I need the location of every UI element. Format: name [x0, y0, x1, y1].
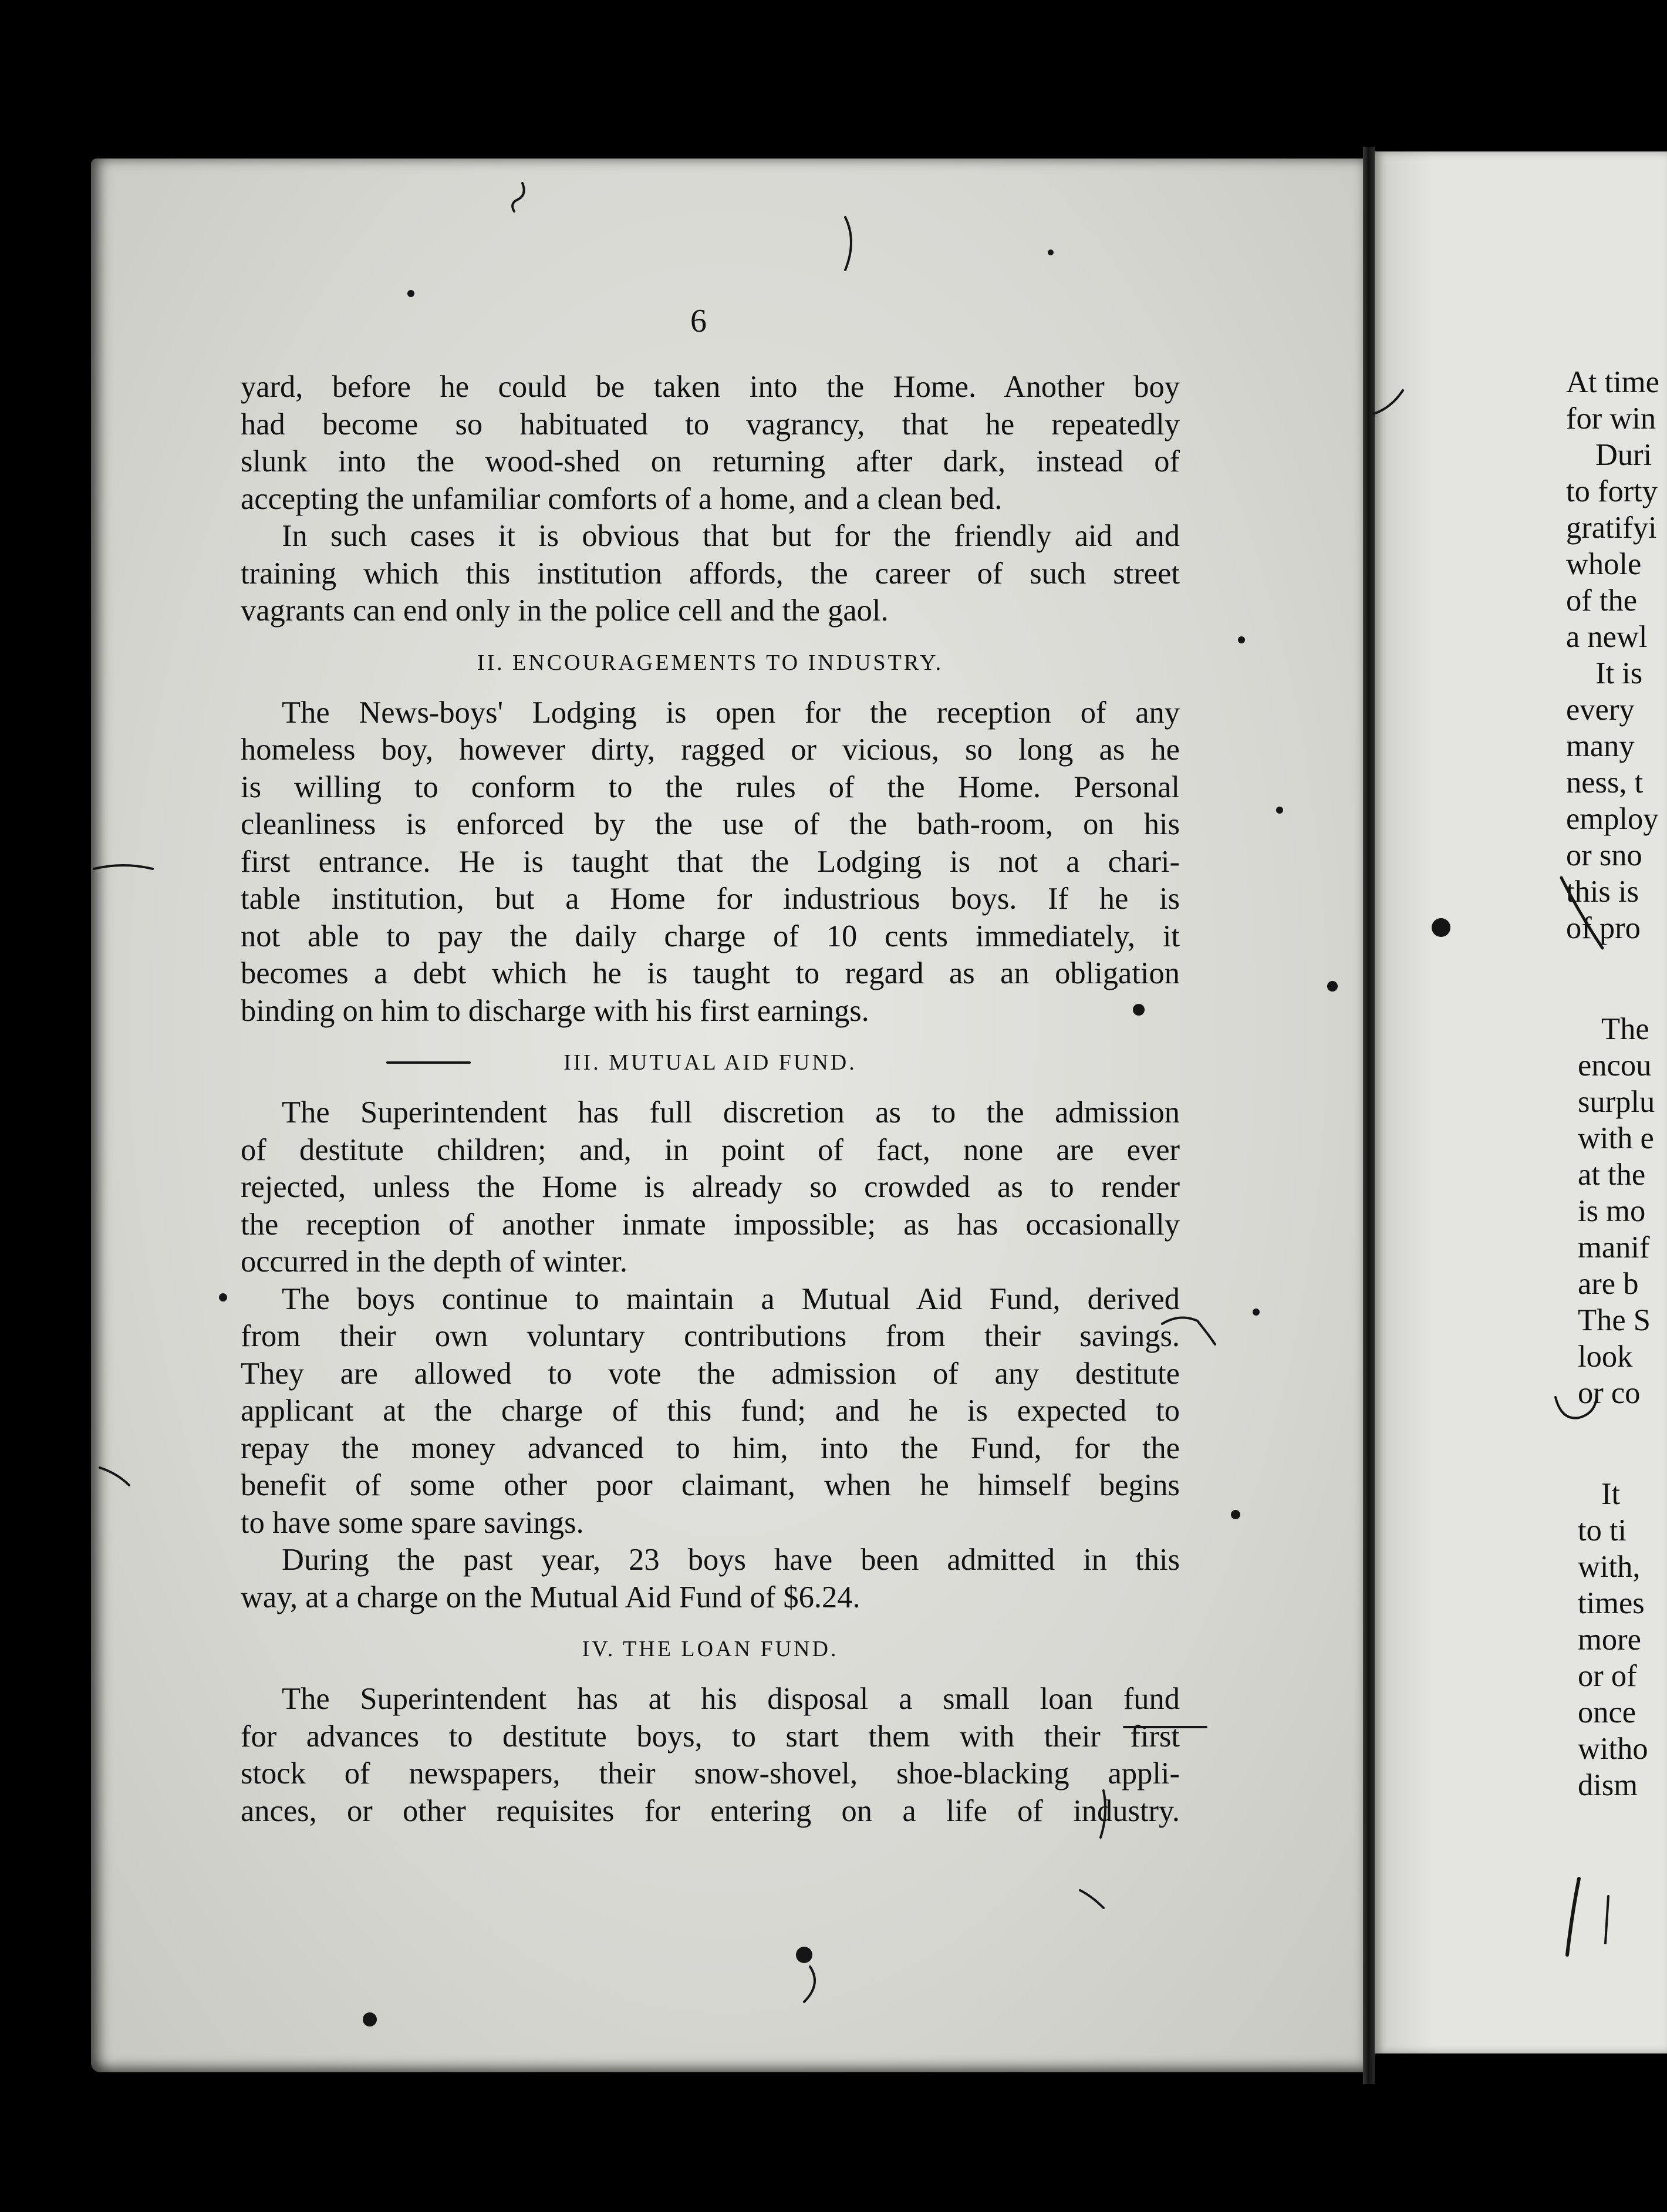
- text-line: At time: [1566, 365, 1659, 399]
- text-line: this is: [1566, 875, 1639, 909]
- right-page-text: [1566, 364, 1667, 1803]
- paragraph-7: [241, 1681, 1180, 1718]
- text-line: The boys continue to maintain a Mutual Aid Fund, derived: [282, 1282, 1180, 1316]
- text-line: the reception of another inmate impossible; as has occasionally: [241, 1207, 1180, 1242]
- text-line: is mo: [1578, 1194, 1646, 1228]
- text-line: ances, or other requisites for entering on a life of industry.: [241, 1793, 1180, 1828]
- text-line: binding on him to discharge with his first earnings.: [241, 993, 869, 1028]
- paragraph-3: [241, 694, 1180, 732]
- paragraph-5: [241, 1281, 1180, 1319]
- spacer: [1566, 946, 1667, 1011]
- text-line: to forty: [1566, 474, 1658, 508]
- text-line: becomes a debt which he is taught to regard as an obligation: [241, 956, 1180, 990]
- section-heading-loan-fund: IV. THE LOAN FUND.: [582, 1637, 839, 1661]
- book-gutter: [1363, 147, 1375, 2084]
- text-line: or sno: [1566, 838, 1642, 872]
- text-line: more: [1578, 1623, 1641, 1657]
- spacer: [1566, 1411, 1667, 1476]
- paragraph-4: [241, 1094, 1180, 1132]
- text-line: stock of newspapers, their snow-shovel, shoe-blacking appli-: [241, 1756, 1180, 1790]
- text-line: slunk into the wood-shed on returning after dark, instead of: [241, 444, 1180, 478]
- text-line: The S: [1578, 1303, 1651, 1337]
- text-line: with,: [1578, 1550, 1641, 1584]
- text-line: vagrants can end only in the police cell and the gaol.: [241, 594, 889, 628]
- paragraph-6: [241, 1542, 1180, 1579]
- paragraph-7-cont: [241, 1718, 1180, 1830]
- text-line: encou: [1578, 1048, 1652, 1083]
- text-line: occurred in the depth of winter.: [241, 1245, 627, 1279]
- text-line: is willing to conform to the rules of the Home. Personal: [241, 770, 1180, 804]
- text-line: It is: [1595, 656, 1643, 690]
- text-line: surplu: [1578, 1085, 1655, 1119]
- paragraph-6-cont: [241, 1579, 1180, 1617]
- text-line: Duri: [1595, 438, 1652, 472]
- text-line: applicant at the charge of this fund; and he is expected to: [241, 1394, 1180, 1428]
- paragraph-1: [241, 369, 1180, 518]
- text-line: with e: [1578, 1121, 1654, 1155]
- text-line: whole: [1566, 547, 1642, 581]
- text-line: During the past year, 23 boys have been admitted in this: [282, 1543, 1180, 1577]
- text-line: It: [1601, 1477, 1621, 1511]
- paragraph-2: [241, 518, 1180, 555]
- text-line: had become so habituated to vagrancy, that he repeatedly: [241, 407, 1180, 441]
- text-line: first entrance. He is taught that the Lodging is not a chari-: [241, 844, 1180, 879]
- paragraph-4-cont: [241, 1132, 1180, 1281]
- section-heading-mutual-aid: III. MUTUAL AID FUND.: [563, 1050, 857, 1075]
- text-line: once: [1578, 1695, 1636, 1729]
- text-line: The News-boys' Lodging is open for the reception of any: [282, 695, 1180, 730]
- section-heading-encouragements: II. ENCOURAGEMENTS TO INDUSTRY.: [477, 650, 944, 675]
- text-line: gratifyi: [1566, 511, 1657, 545]
- text-line: many: [1566, 729, 1635, 763]
- text-line: In such cases it is obvious that but for the friendly aid and: [282, 519, 1180, 553]
- text-line: to ti: [1578, 1513, 1627, 1547]
- text-line: dism: [1578, 1768, 1638, 1802]
- text-line: homeless boy, however dirty, ragged or vicious, so long as he: [241, 733, 1180, 767]
- text-line: witho: [1578, 1732, 1648, 1766]
- text-line: not able to pay the daily charge of 10 cents immediately, it: [241, 919, 1180, 953]
- text-line: accepting the unfamiliar comforts of a home, and a clean bed.: [241, 481, 1003, 516]
- text-line: to have some spare savings.: [241, 1505, 584, 1540]
- text-line: The Superintendent has full discretion as to the admission: [282, 1095, 1180, 1129]
- text-line: training which this institution affords, the career of such street: [241, 556, 1180, 591]
- text-line: repay the money advanced to him, into the Fund, for the: [241, 1431, 1180, 1465]
- text-line: cleanliness is enforced by the use of the bath-room, on his: [241, 807, 1180, 841]
- text-line: of the: [1566, 584, 1637, 618]
- page-number: 6: [690, 303, 707, 339]
- text-line: or co: [1578, 1376, 1641, 1410]
- paragraph-5-cont: [241, 1318, 1180, 1542]
- text-line: look: [1578, 1340, 1633, 1374]
- text-line: of destitute children; and, in point of fact, none are ever: [241, 1132, 1180, 1167]
- text-line: times: [1578, 1586, 1645, 1620]
- text-line: yard, before he could be taken into the Home. Another boy: [241, 370, 1180, 404]
- text-line: The: [1601, 1012, 1649, 1046]
- text-line: for win: [1566, 402, 1656, 436]
- text-line: for advances to destitute boys, to start them with their first: [241, 1719, 1180, 1754]
- paragraph-2-cont: [241, 555, 1180, 630]
- text-line: way, at a charge on the Mutual Aid Fund of $6.24.: [241, 1580, 861, 1614]
- paragraph-3-cont: [241, 731, 1180, 1030]
- text-line: at the: [1578, 1158, 1646, 1192]
- text-line: benefit of some other poor claimant, when he himself begins: [241, 1468, 1180, 1502]
- text-column: [241, 369, 1180, 1830]
- text-line: every: [1566, 693, 1635, 727]
- text-line: ness, t: [1566, 766, 1644, 800]
- text-line: a newl: [1566, 620, 1648, 654]
- text-line: or of: [1578, 1659, 1637, 1693]
- text-line: rejected, unless the Home is already so crowded as to render: [241, 1170, 1180, 1204]
- text-line: They are allowed to vote the admission of any destitute: [241, 1356, 1180, 1391]
- text-line: of pro: [1566, 911, 1641, 945]
- text-line: table institution, but a Home for industrious boys. If he is: [241, 882, 1180, 916]
- text-line: manif: [1578, 1230, 1650, 1265]
- text-line: employ: [1566, 802, 1659, 836]
- text-line: The Superintendent has at his disposal a small loan fund: [282, 1682, 1180, 1716]
- text-line: are b: [1578, 1267, 1639, 1301]
- text-line: from their own voluntary contributions from their savings.: [241, 1319, 1180, 1353]
